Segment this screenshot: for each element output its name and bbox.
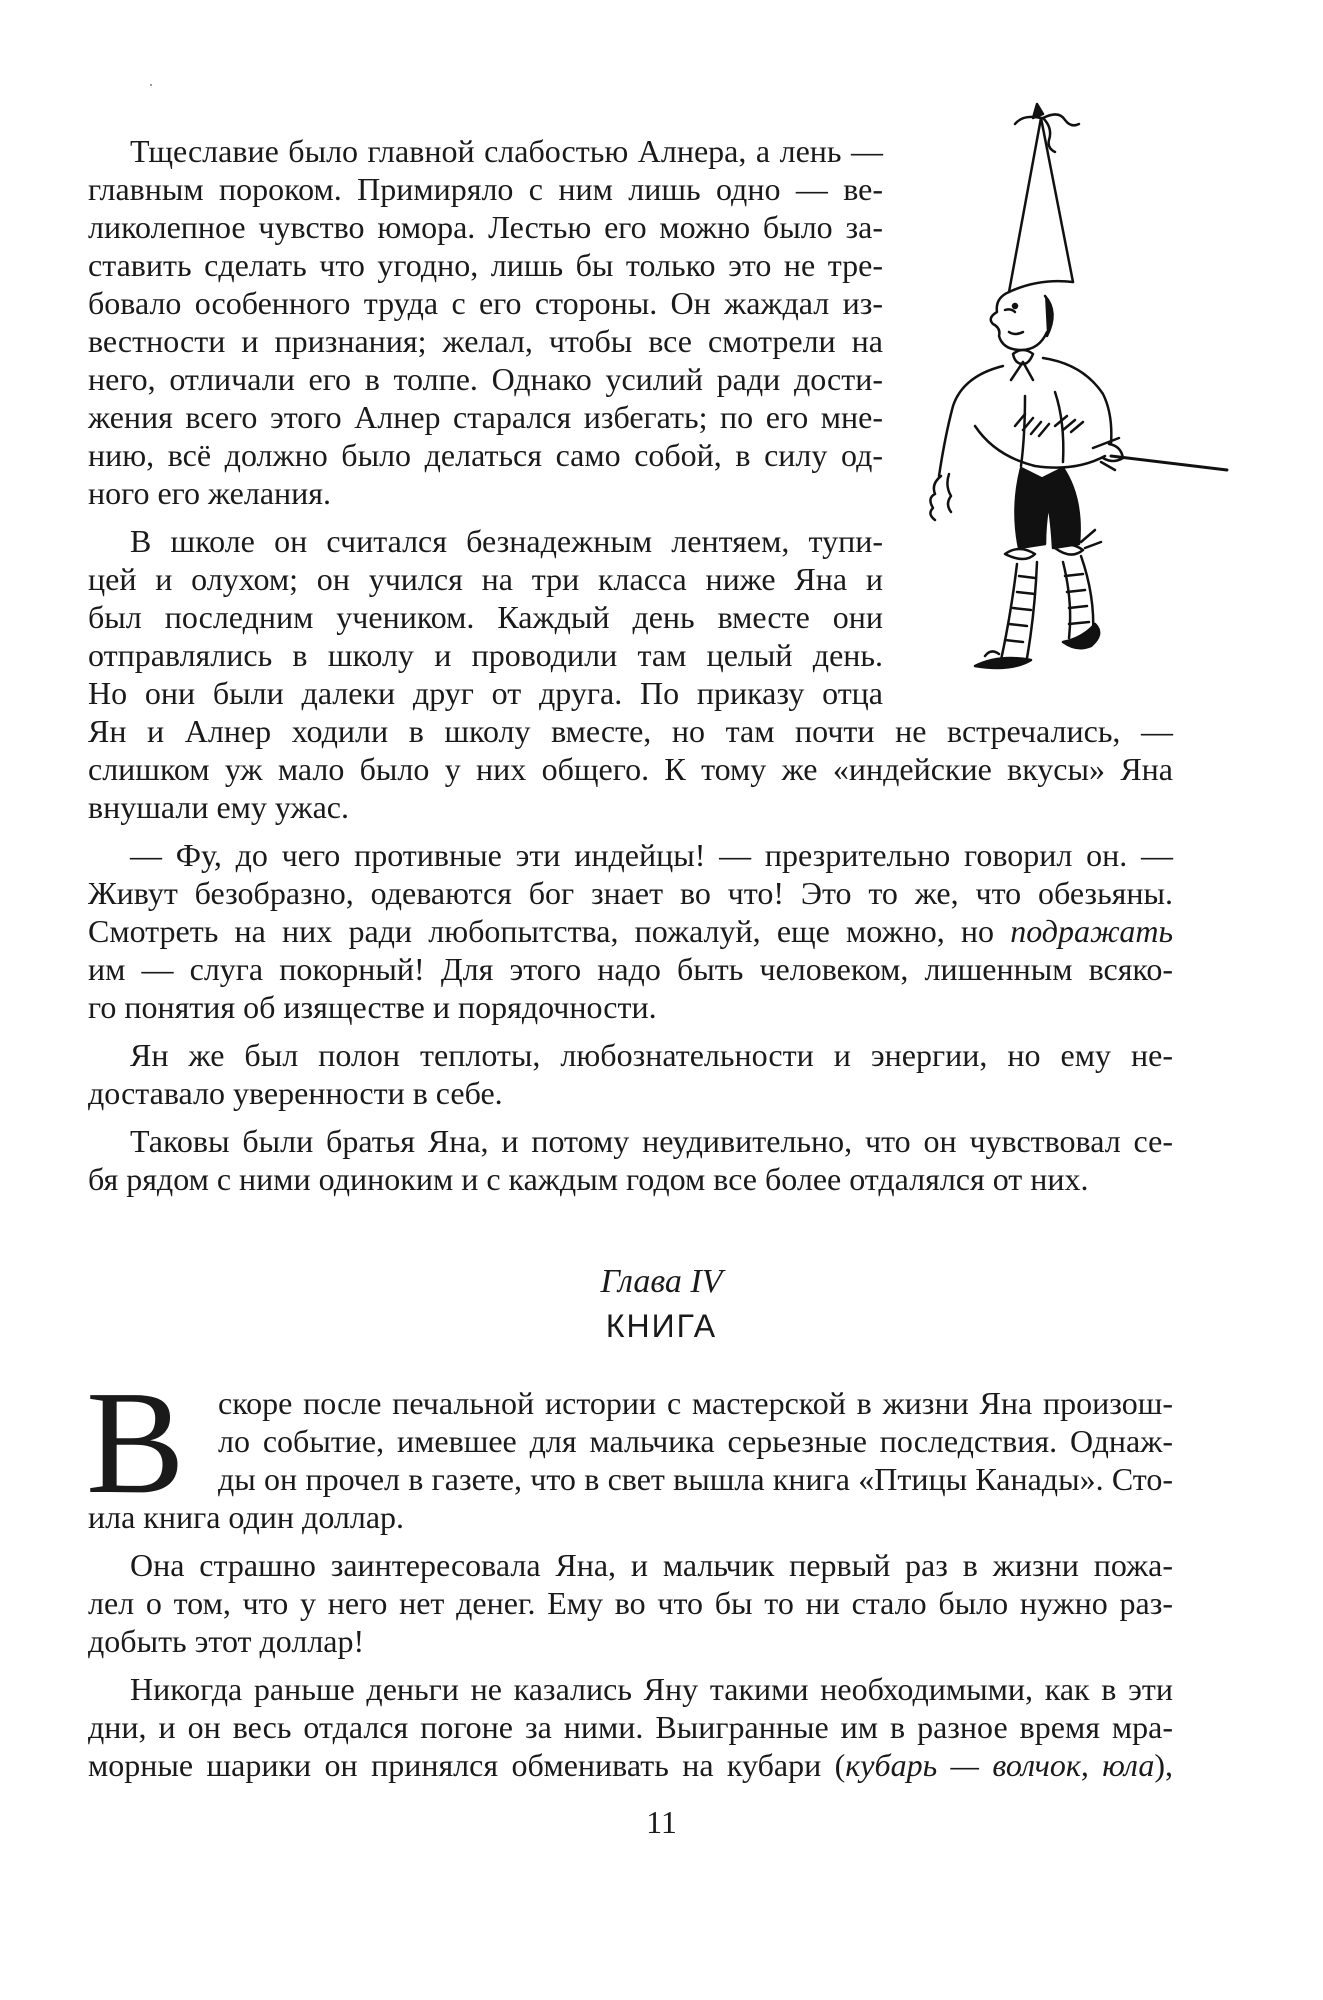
text-line: жения всего этого Алнер старался избегать; по его мне- xyxy=(88,399,883,435)
text-line: Она страшно заинтересовала Яна, и мальчик первый раз в жизни пожа- xyxy=(130,1547,1173,1583)
text-line: го понятия об изяществе и порядочности. xyxy=(88,989,657,1025)
text-line: ло событие, имевшее для мальчика серьезные последствия. Однаж- xyxy=(218,1423,1173,1459)
text-line xyxy=(88,911,1173,951)
chapter-title: КНИГА xyxy=(605,1308,718,1344)
text-line: главным пороком. Примиряло с ним лишь одно — ве- xyxy=(88,171,883,207)
text-fragment: морные шарики он принялся обменивать на кубари ( xyxy=(88,1747,846,1783)
italic-word: подражать xyxy=(1010,913,1173,949)
text-line: скоре после печальной истории с мастерской в жизни Яна произош- xyxy=(218,1385,1173,1421)
text-line: слишком уж мало было у них общего. К тому же «индейские вкусы» Яна xyxy=(88,751,1173,787)
text-line: бовало особенного труда с его стороны. Он жаждал из- xyxy=(88,285,883,321)
italic-gloss: кубарь — волчок, юла xyxy=(845,1747,1155,1783)
text-line: доставало уверенности в себе. xyxy=(88,1075,503,1111)
text-line: бя рядом с ними одиноким и с каждым годом все более отдалялся от них. xyxy=(88,1161,1089,1197)
text-line: лел о том, что у него нет денег. Ему во что бы то ни стало было нужно раз- xyxy=(88,1585,1173,1621)
text-line: Но они были далеки друг от друга. По приказу отца xyxy=(88,675,883,711)
drop-cap: В xyxy=(86,1361,185,1525)
text-line: Живут безобразно, одеваются бог знает во что! Это то же, что обезьяны. xyxy=(88,875,1173,911)
dandy-figure-illustration xyxy=(905,96,1235,676)
speck xyxy=(150,84,152,86)
text-line: В школе он считался безнадежным лентяем, тупи- xyxy=(130,523,883,559)
text-line: вестности и признания; желал, чтобы все смотрели на xyxy=(88,323,883,359)
text-line: ликолепное чувство юмора. Лестью его можно было за- xyxy=(88,209,883,245)
text-line: нию, всё должно было делаться само собой, в силу од- xyxy=(88,437,883,473)
text-fragment: Смотреть на них ради любопытства, пожалуй, еще можно, но xyxy=(88,913,1011,949)
text-fragment: ), xyxy=(1154,1747,1174,1783)
text-line: добыть этот доллар! xyxy=(88,1623,365,1659)
text-line: Ян же был полон теплоты, любознательности и энергии, но ему не- xyxy=(130,1037,1173,1073)
text-line: внушали ему ужас. xyxy=(88,789,349,825)
text-line: цей и олухом; он учился на три класса ниже Яна и xyxy=(88,561,883,597)
text-line: Тщеславие было главной слабостью Алнера, а лень — xyxy=(130,133,883,169)
text-line: Никогда раньше деньги не казались Яну такими необходимыми, как в эти xyxy=(130,1671,1173,1707)
text-line: ды он прочел в газете, что в свет вышла книга «Птицы Канады». Сто- xyxy=(218,1461,1173,1497)
text-line: ного его желания. xyxy=(88,475,332,511)
text-line: Таковы были братья Яна, и потому неудивительно, что он чувствовал се- xyxy=(130,1123,1173,1159)
text-line: — Фу, до чего противные эти индейцы! — презрительно говорил он. — xyxy=(130,837,1173,873)
text-line: им — слуга покорный! Для этого надо быть человеком, лишенным всяко- xyxy=(88,951,1173,987)
text-line: дни, и он весь отдался погоне за ними. Выигранные им в разное время мра- xyxy=(88,1709,1173,1745)
text-line: ставить сделать что угодно, лишь бы только это не тре- xyxy=(88,247,883,283)
page-number: 11 xyxy=(646,1804,677,1840)
text-line: отправлялись в школу и проводили там целый день. xyxy=(88,637,883,673)
chapter-label: Глава IV xyxy=(600,1263,723,1300)
text-line xyxy=(88,1745,1173,1785)
text-line: ила книга один доллар. xyxy=(88,1499,405,1535)
text-line: был последним учеником. Каждый день вместе они xyxy=(88,599,883,635)
text-line: Ян и Алнер ходили в школу вместе, но там почти не встречались, — xyxy=(88,713,1173,749)
text-line: него, отличали его в толпе. Однако усилий ради дости- xyxy=(88,361,883,397)
